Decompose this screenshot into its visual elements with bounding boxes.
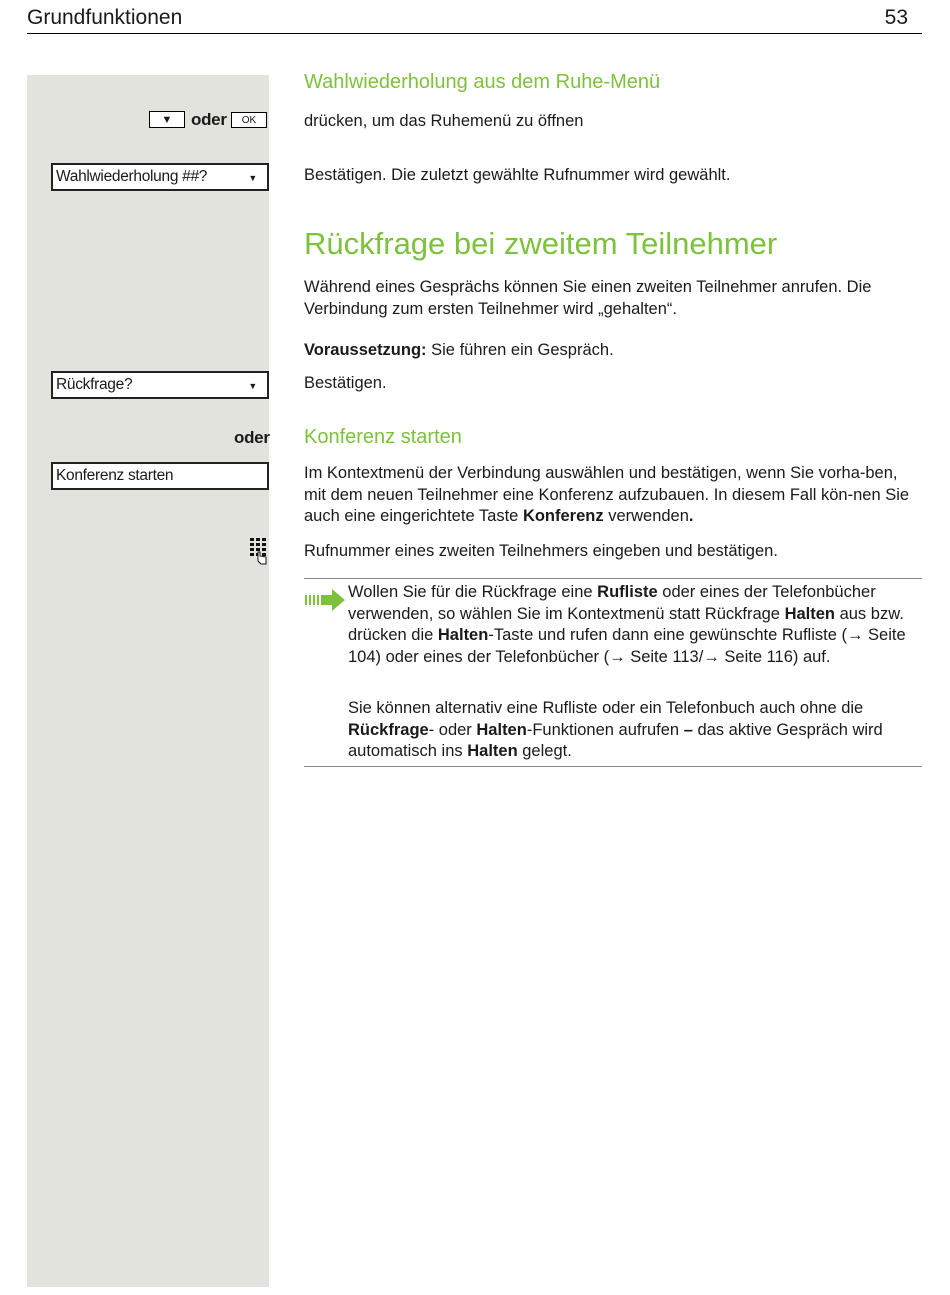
text-bold: Konferenz — [522, 507, 604, 525]
oder-label: oder — [234, 428, 270, 447]
right-arrow-icon: → — [609, 647, 626, 666]
text-run: -Funktionen aufrufen — [526, 720, 684, 739]
text-run: verwenden — [603, 507, 689, 525]
prereq-label: Voraussetzung: — [304, 341, 427, 359]
arrow-down-icon: ▼ — [161, 113, 173, 126]
menu-box-label: Rückfrage? — [56, 376, 133, 393]
page-number: 53 — [884, 6, 908, 29]
conference-text — [304, 463, 924, 528]
dropdown-arrow-icon: ▼ — [248, 381, 257, 391]
oder-label: oder — [191, 110, 227, 129]
text-run: oder eines der Telefonbücher verwenden, so wählen Sie im Kontextmenü statt Rückfrage — [348, 583, 876, 623]
text-bold: Halten — [467, 742, 518, 760]
dropdown-arrow-icon: ▼ — [248, 173, 257, 183]
text-bold: Rufliste — [597, 583, 658, 601]
note-bottom-rule — [304, 766, 922, 767]
ok-key: OK — [231, 112, 267, 128]
text-run: Im Kontextmenü der Verbindung auswählen und bestätigen, wenn Sie vorha-ben, mit dem neuen Teilnehmer eine Konferenz aufzubauen. In diesem Fall kön-nen Sie auch eine eingerichtete Taste — [304, 464, 910, 525]
right-arrow-icon: → — [703, 647, 720, 666]
text-run: -Taste und rufen dann eine gewünschte Rufliste ( — [488, 626, 847, 644]
text-run: - oder — [428, 720, 477, 739]
menu-box-label: Konferenz starten — [56, 467, 174, 484]
text-bold: Rückfrage — [348, 720, 429, 739]
text-run: gelegt. — [517, 742, 572, 760]
menu-box-redial — [51, 163, 269, 191]
prereq-text: Sie führen ein Gespräch. — [426, 341, 614, 359]
text-run: aus bzw. drücken die — [348, 604, 904, 644]
header-title: Grundfunktionen — [27, 6, 183, 29]
text-bold: Halten — [437, 626, 489, 644]
text-run: Seite 116) auf. — [719, 647, 831, 666]
text-bold: Halten — [784, 604, 835, 623]
menu-box-label: Wahlwiederholung ##? — [56, 168, 208, 185]
consult-confirm: Bestätigen. — [304, 374, 387, 392]
header-rule — [27, 33, 922, 34]
note-paragraph-1 — [348, 582, 923, 668]
section-heading-redial: Wahlwiederholung aus dem Ruhe-Menü — [304, 71, 661, 93]
hint-arrow-icon — [304, 587, 346, 613]
text-run: das aktive Gespräch wird automatisch ins — [348, 720, 883, 760]
text-bold: – — [683, 720, 693, 739]
consult-prerequisite — [304, 340, 924, 362]
right-arrow-icon: → — [846, 626, 864, 644]
page-title: Rückfrage bei zweitem Teilnehmer — [304, 226, 778, 261]
text-run: Wollen Sie für die Rückfrage eine — [348, 583, 598, 601]
dial-instruction: Rufnummer eines zweiten Teilnehmers eingeben und bestätigen. — [304, 542, 778, 560]
section-heading-conference: Konferenz starten — [304, 426, 462, 448]
step-confirm-redial: Bestätigen. Die zuletzt gewählte Rufnummer wird gewählt. — [304, 166, 731, 184]
navigation-down-key — [149, 111, 185, 128]
text-run: Seite 104) oder eines der Telefonbücher ( — [348, 626, 906, 666]
note-top-rule — [304, 578, 922, 579]
menu-box-conference — [51, 462, 269, 490]
sidebar-panel — [27, 75, 269, 1287]
menu-box-consult — [51, 371, 269, 399]
keypad-icon — [249, 537, 269, 565]
text-bold: Halten — [476, 720, 527, 739]
step-open-menu: drücken, um das Ruhemenü zu öffnen — [304, 112, 584, 130]
consult-intro: Während eines Gesprächs können Sie einen zweiten Teilnehmer anrufen. Die Verbindung zum ersten Teilnehmer wird „gehalten“. — [304, 278, 872, 318]
text-run: Sie können alternativ eine Rufliste oder ein Telefonbuch auch ohne die — [348, 699, 864, 717]
text-run: Seite 113/ — [625, 647, 704, 666]
text-bold: . — [688, 507, 694, 525]
note-paragraph-2 — [348, 698, 923, 763]
